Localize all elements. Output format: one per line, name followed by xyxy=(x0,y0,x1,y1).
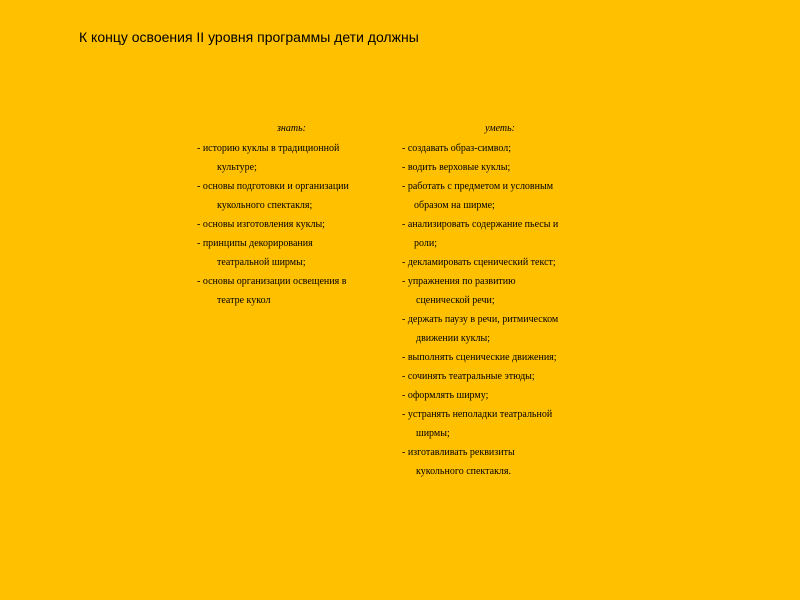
list-item: - оформлять ширму; xyxy=(402,390,489,401)
list-item: - создавать образ-символ; xyxy=(402,143,511,154)
list-item: - основы изготовления куклы; xyxy=(197,219,325,230)
list-item: - работать с предметом и условным образом на ширме; xyxy=(402,181,554,211)
know-list xyxy=(197,139,392,310)
list-item: - историю куклы в традиционной культуре; xyxy=(197,143,340,173)
list-item: - держать паузу в речи, ритмическом движении куклы; xyxy=(402,314,559,344)
list-item: - основы подготовки и организации кукольного спектакля; xyxy=(197,181,349,211)
can-list xyxy=(402,139,607,481)
list-item: - основы организации освещения в театре кукол xyxy=(197,276,347,306)
can-column xyxy=(402,121,607,481)
know-heading: знать: xyxy=(277,123,306,134)
list-item: - выполнять сценические движения; xyxy=(402,352,557,363)
list-item: - устранять неполадки театральной ширмы; xyxy=(402,409,553,439)
can-heading: уметь: xyxy=(485,123,515,134)
list-item: - анализировать содержание пьесы и роли; xyxy=(402,219,559,249)
page-title: К концу освоения II уровня программы дети должны xyxy=(79,29,419,45)
list-item: - упражнения по развитию сценической речи; xyxy=(402,276,516,306)
list-item: - декламировать сценический текст; xyxy=(402,257,556,268)
list-item: - принципы декорирования театральной ширмы; xyxy=(197,238,313,268)
list-item: - водить верховые куклы; xyxy=(402,162,511,173)
know-column xyxy=(197,121,392,310)
list-item: - изготавливать реквизиты кукольного спектакля. xyxy=(402,447,515,477)
list-item: - сочинять театральные этюды; xyxy=(402,371,535,382)
